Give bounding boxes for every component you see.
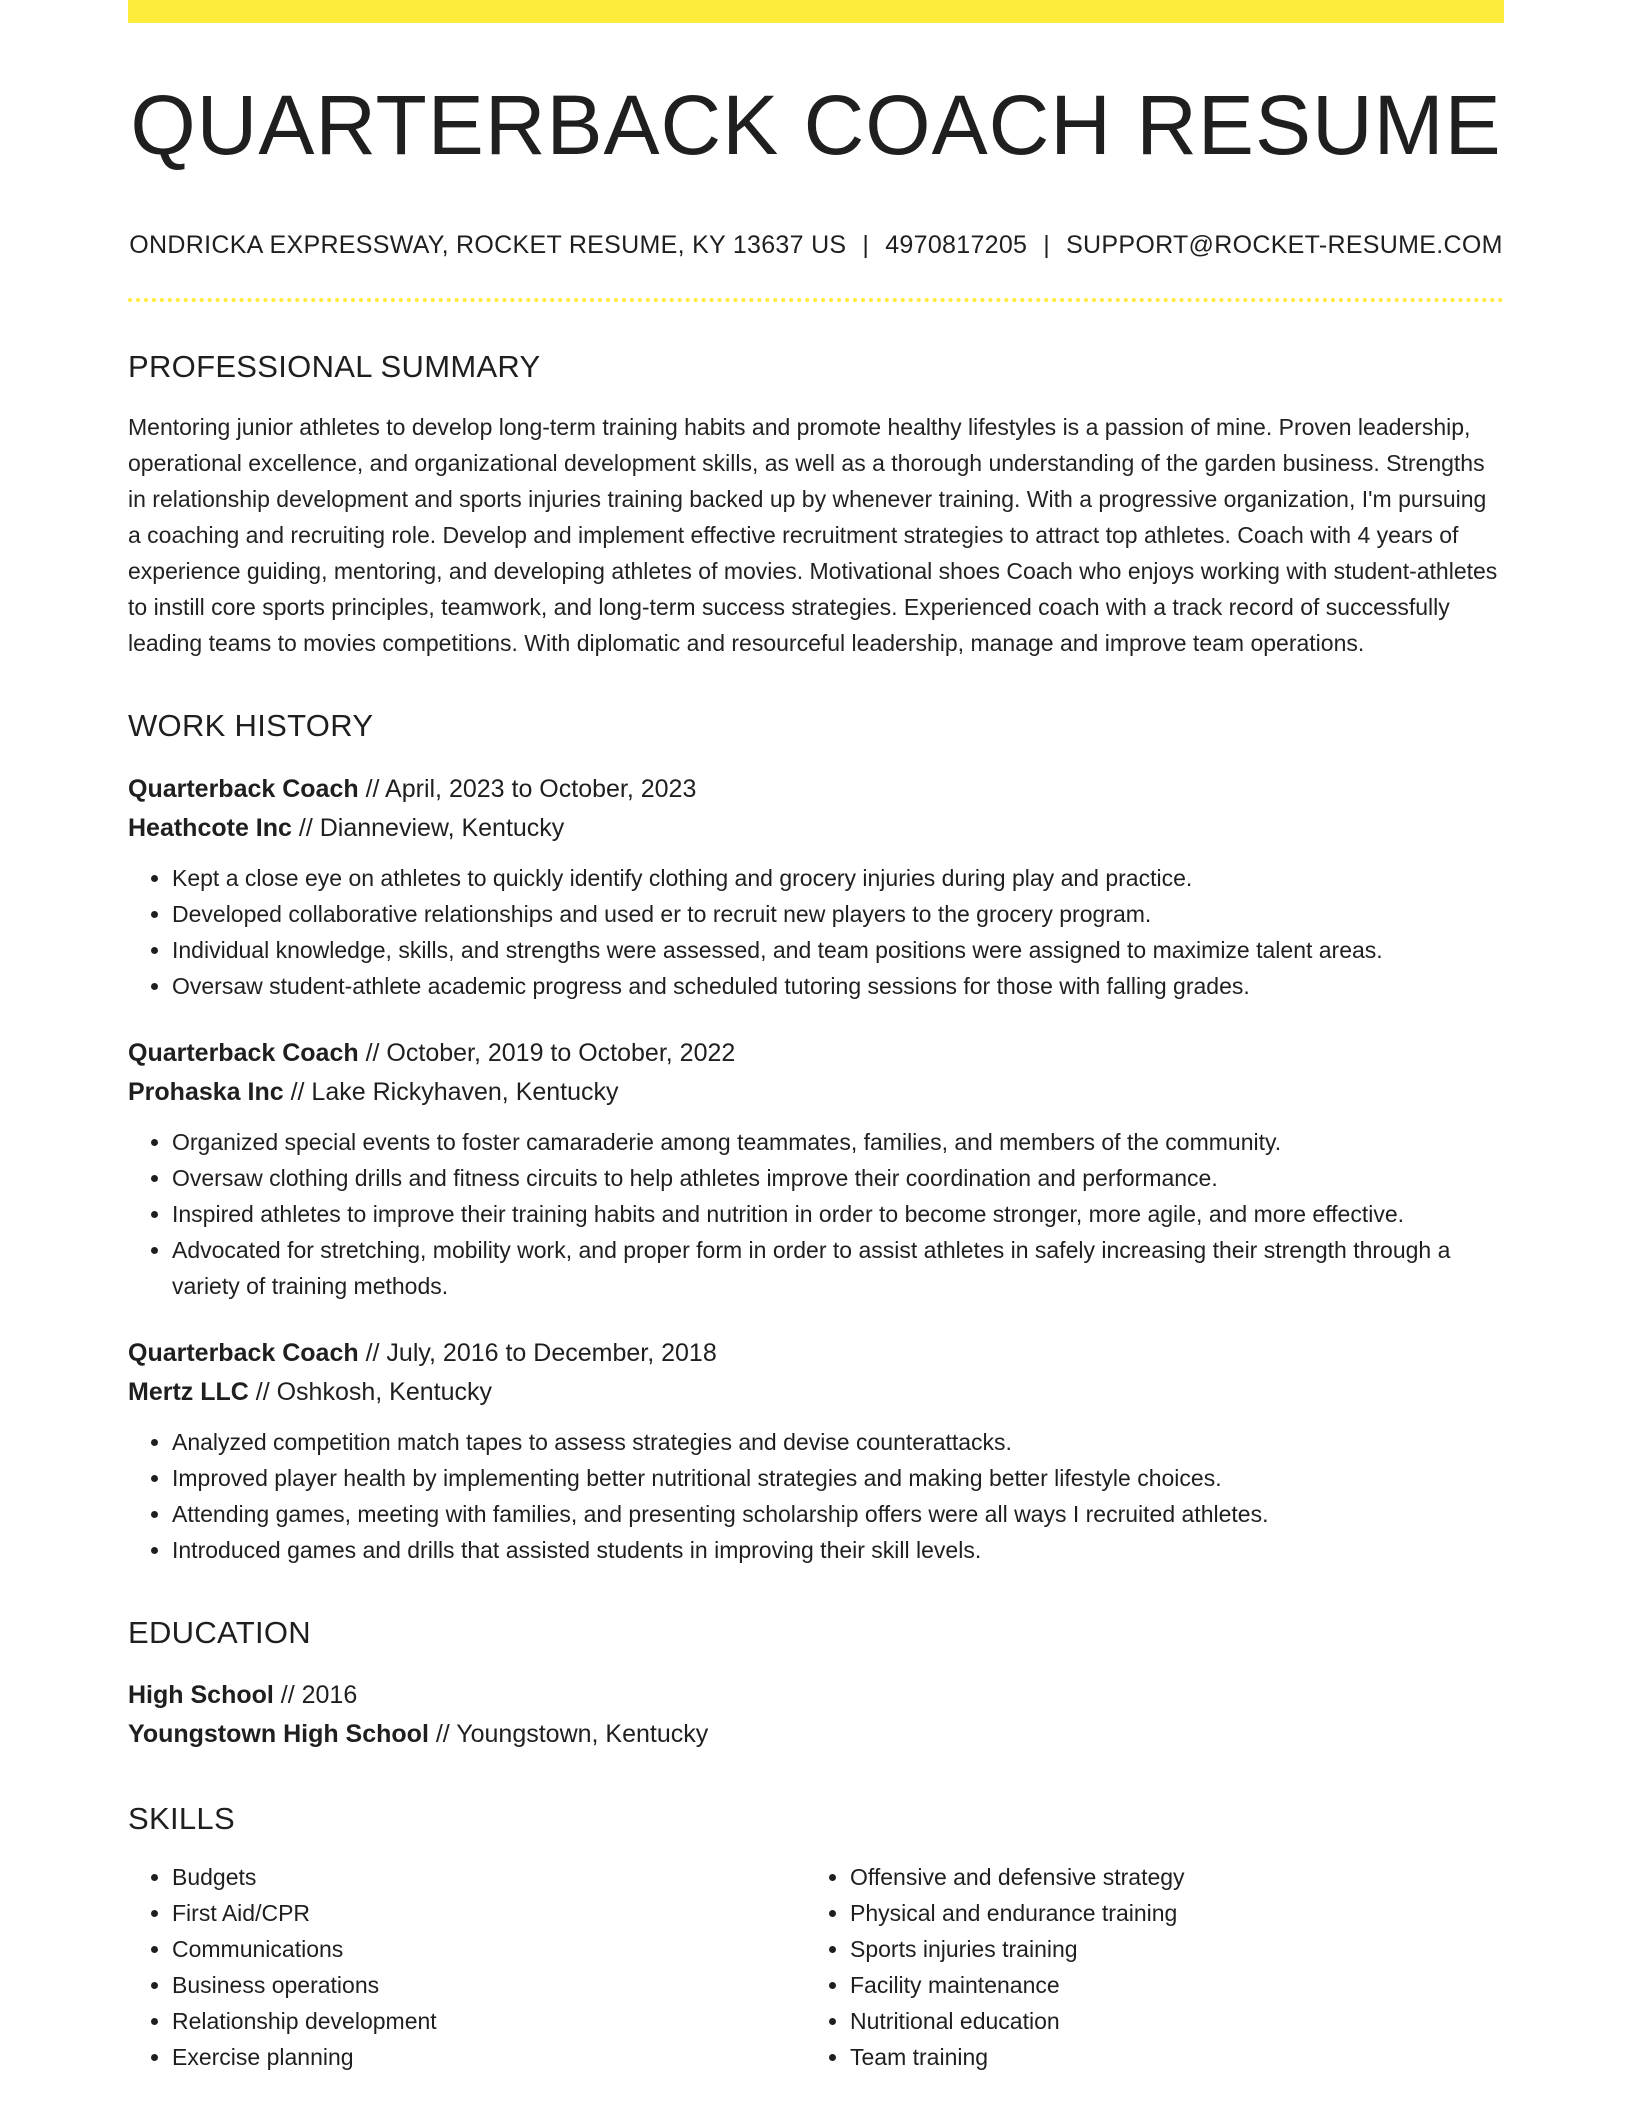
skill-item: • Nutritional education bbox=[850, 2003, 1484, 2039]
separator: | bbox=[1043, 231, 1051, 259]
skills-heading: SKILLS bbox=[128, 1800, 235, 1836]
education-entry bbox=[128, 1676, 1504, 1754]
job-entry bbox=[128, 1334, 1504, 1568]
degree-line bbox=[128, 1676, 1504, 1715]
job-title: Quarterback Coach bbox=[128, 1339, 359, 1368]
job-entry bbox=[128, 1034, 1504, 1304]
work-history-heading: WORK HISTORY bbox=[128, 708, 374, 744]
job-dates: // April, 2023 to October, 2023 bbox=[358, 775, 697, 804]
skills-right-column bbox=[806, 1859, 1484, 2075]
list-item: • Kept a close eye on athletes to quickly identify clothing and grocery injuries during play and practice. bbox=[172, 860, 1504, 896]
job-dates: // July, 2016 to December, 2018 bbox=[358, 1339, 717, 1368]
separator: | bbox=[862, 231, 870, 259]
job-title-line bbox=[128, 1034, 1504, 1073]
job-title: Quarterback Coach bbox=[128, 775, 359, 804]
company-name: Mertz LLC bbox=[128, 1378, 249, 1407]
school-location: // Youngstown, Kentucky bbox=[428, 1719, 709, 1748]
list-item: • Analyzed competition match tapes to assess strategies and devise counterattacks. bbox=[172, 1424, 1504, 1460]
top-accent-bar bbox=[128, 0, 1504, 23]
job-entry bbox=[128, 770, 1504, 1004]
skill-item: • First Aid/CPR bbox=[172, 1895, 806, 1931]
job-bullets bbox=[128, 860, 1504, 1004]
skill-item: • Offensive and defensive strategy bbox=[850, 1859, 1484, 1895]
school-line bbox=[128, 1715, 1504, 1754]
company-location: // Dianneview, Kentucky bbox=[291, 814, 565, 843]
address: ONDRICKA EXPRESSWAY, ROCKET RESUME, KY 13637 US bbox=[129, 231, 847, 259]
list-item: • Oversaw clothing drills and fitness circuits to help athletes improve their coordination and performance. bbox=[172, 1160, 1504, 1196]
list-item: • Advocated for stretching, mobility work, and proper form in order to assist athletes in safely increasing their strength through a variety of training methods. bbox=[172, 1232, 1504, 1304]
skill-item: • Communications bbox=[172, 1931, 806, 1967]
list-item: • Improved player health by implementing better nutritional strategies and making better lifestyle choices. bbox=[172, 1460, 1504, 1496]
company-name: Prohaska Inc bbox=[128, 1078, 284, 1107]
dotted-divider bbox=[128, 298, 1504, 302]
company-name: Heathcote Inc bbox=[128, 814, 292, 843]
company-location: // Oshkosh, Kentucky bbox=[248, 1378, 492, 1407]
skills-columns bbox=[128, 1859, 1504, 2075]
list-item: • Introduced games and drills that assisted students in improving their skill levels. bbox=[172, 1532, 1504, 1568]
summary-heading: PROFESSIONAL SUMMARY bbox=[128, 349, 541, 384]
skill-item: • Exercise planning bbox=[172, 2039, 806, 2075]
skill-item: • Sports injuries training bbox=[850, 1931, 1484, 1967]
job-bullets bbox=[128, 1424, 1504, 1568]
job-dates: // October, 2019 to October, 2022 bbox=[358, 1039, 736, 1068]
contact-line bbox=[128, 231, 1504, 260]
job-title-line bbox=[128, 770, 1504, 809]
job-company-line bbox=[128, 1073, 1504, 1112]
job-company-line bbox=[128, 809, 1504, 848]
skill-item: • Budgets bbox=[172, 1859, 806, 1895]
list-item: • Attending games, meeting with families, and presenting scholarship offers were all ways I recruited athletes. bbox=[172, 1496, 1504, 1532]
list-item: • Individual knowledge, skills, and strengths were assessed, and team positions were assigned to maximize talent areas. bbox=[172, 932, 1504, 968]
email: SUPPORT@ROCKET-RESUME.COM bbox=[1066, 231, 1503, 259]
resume-title: QUARTERBACK COACH RESUME bbox=[130, 78, 1502, 172]
list-item: • Oversaw student-athlete academic progress and scheduled tutoring sessions for those with falling grades. bbox=[172, 968, 1504, 1004]
summary-text: Mentoring junior athletes to develop long-term training habits and promote healthy lifestyles is a passion of mine. Proven leadership, operational excellence, and organizational development skills, as well as a thorough understanding of the garden business. Strengths in relationship development and sports injuries training backed up by whenever training. With a progressive organization, I'm pursuing a coaching and recruiting role. Develop and implement effective recruitment strategies to attract top athletes. Coach with 4 years of experience guiding, mentoring, and developing athletes of movies. Motivational shoes Coach who enjoys working with student-athletes to instill core sports principles, teamwork, and long-term success strategies. Experienced coach with a track record of successfully leading teams to movies competitions. With diplomatic and resourceful leadership, manage and improve team operations. bbox=[128, 414, 1498, 657]
graduation-year: // 2016 bbox=[273, 1680, 358, 1709]
job-title: Quarterback Coach bbox=[128, 1039, 359, 1068]
phone: 4970817205 bbox=[885, 231, 1028, 259]
skill-item: • Relationship development bbox=[172, 2003, 806, 2039]
list-item: • Developed collaborative relationships and used er to recruit new players to the grocery program. bbox=[172, 896, 1504, 932]
resume-page bbox=[128, 0, 1504, 2075]
education-heading: EDUCATION bbox=[128, 1615, 311, 1651]
skills-left-column bbox=[128, 1859, 806, 2075]
list-item: • Inspired athletes to improve their training habits and nutrition in order to become stronger, more agile, and more effective. bbox=[172, 1196, 1504, 1232]
job-company-line bbox=[128, 1373, 1504, 1412]
school-name: Youngstown High School bbox=[128, 1719, 429, 1748]
skill-item: • Business operations bbox=[172, 1967, 806, 2003]
skill-item: • Physical and endurance training bbox=[850, 1895, 1484, 1931]
job-bullets bbox=[128, 1124, 1504, 1304]
skill-item: • Facility maintenance bbox=[850, 1967, 1484, 2003]
skill-item: • Team training bbox=[850, 2039, 1484, 2075]
list-item: • Organized special events to foster camaraderie among teammates, families, and members of the community. bbox=[172, 1124, 1504, 1160]
degree: High School bbox=[128, 1680, 274, 1709]
company-location: // Lake Rickyhaven, Kentucky bbox=[283, 1078, 619, 1107]
job-title-line bbox=[128, 1334, 1504, 1373]
